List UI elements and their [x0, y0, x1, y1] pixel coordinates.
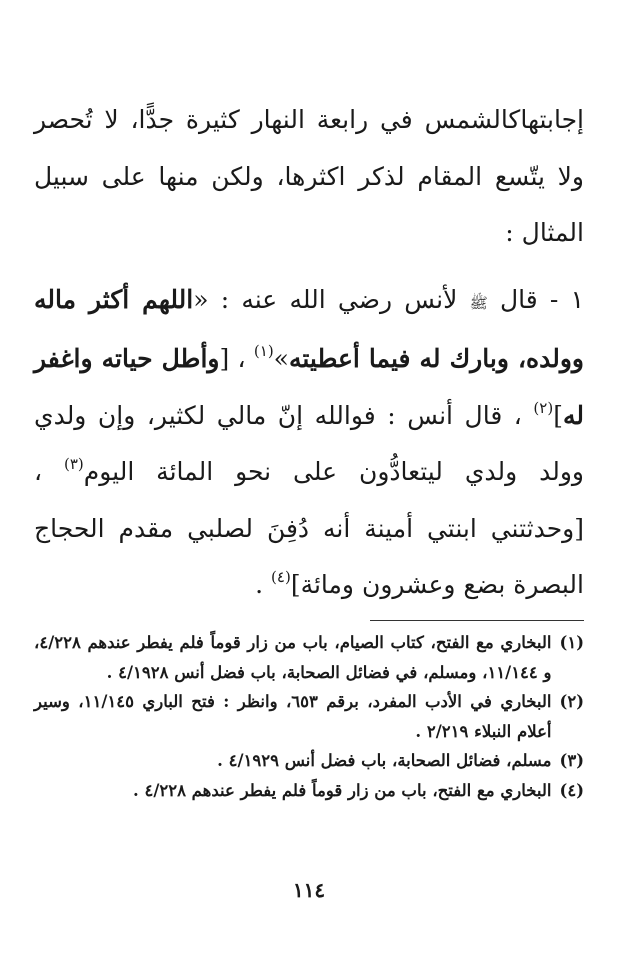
footnotes	[34, 628, 584, 805]
daughter-statement: ، [وحدثتني ابنتي أمينة أنه دُفِنَ لصلبي مقدم الحجاج البصرة بضع وعشرون ومائة]	[34, 457, 584, 599]
separator-1: ، [	[219, 344, 254, 373]
footnote-number: (٣)	[559, 751, 584, 770]
footnote-text: البخاري مع الفتح، كتاب الصيام، باب من زار قوماً فلم يفطر عندهم ٤/٢٢٨، و ١١/١٤٤، ومسلم، في فضائل الصحابة، باب فضل أنس ٤/١٩٢٨ .	[34, 633, 552, 682]
salawat-symbol: ﷺ	[469, 293, 488, 312]
footnote-ref-2: (٢)	[533, 398, 554, 417]
page-number: ١١٤	[292, 878, 326, 902]
footnote-text: البخاري مع الفتح، باب من زار قوماً فلم يفطر عندهم ٤/٢٢٨ .	[132, 780, 552, 800]
bracket-close: ]	[553, 400, 563, 430]
quote-close: »	[273, 344, 289, 373]
addressed-to-anas: لأنس رضي الله عنه : «	[193, 284, 470, 314]
footnote-text: البخاري في الأدب المفرد، برقم ٦٥٣، وانظر : فتح الباري ١١/١٤٥، وسير أعلام النبلاء ٢/٢١٩ .	[34, 692, 552, 741]
item-number-lead: ١ - قال	[487, 284, 585, 314]
footnote-number: (١)	[559, 633, 584, 652]
footnote-divider	[370, 620, 584, 621]
main-text	[34, 92, 584, 614]
footnote-text: مسلم، فضائل الصحابة، باب فضل أنس ٤/١٩٢٩ .	[217, 751, 552, 770]
paragraph-hadith	[34, 272, 584, 614]
dua-text: اللهم أكثر ماله وولده، وبارك له فيما أعطيته	[34, 284, 585, 373]
footnote-ref-4: (٤)	[271, 568, 291, 586]
footnote-item	[34, 746, 584, 776]
footnote-item	[34, 628, 584, 687]
dua-text-2: وأطل حياته واغفر له	[34, 344, 584, 430]
footnote-ref-1: (١)	[253, 342, 274, 360]
footnote-ref-3: (٣)	[63, 455, 84, 473]
footnote-number: (٢)	[559, 692, 584, 711]
paragraph-intro: إجابتهاكالشمس في رابعة النهار كثيرة جدًّا، لا تُحصر ولا يتّسع المقام لذكر اكثرها، ولكن منها على سبيل المثال :	[34, 105, 584, 247]
paragraph-end: .	[255, 570, 272, 599]
footnote-number: (٤)	[559, 780, 584, 800]
anas-statement: ، قال أنس : فوالله إنّ مالي لكثير، وإن ولدي وولد ولدي ليتعادُّون على نحو المائة اليوم	[34, 400, 584, 486]
footnote-item	[34, 687, 584, 746]
footnote-item	[34, 776, 584, 806]
